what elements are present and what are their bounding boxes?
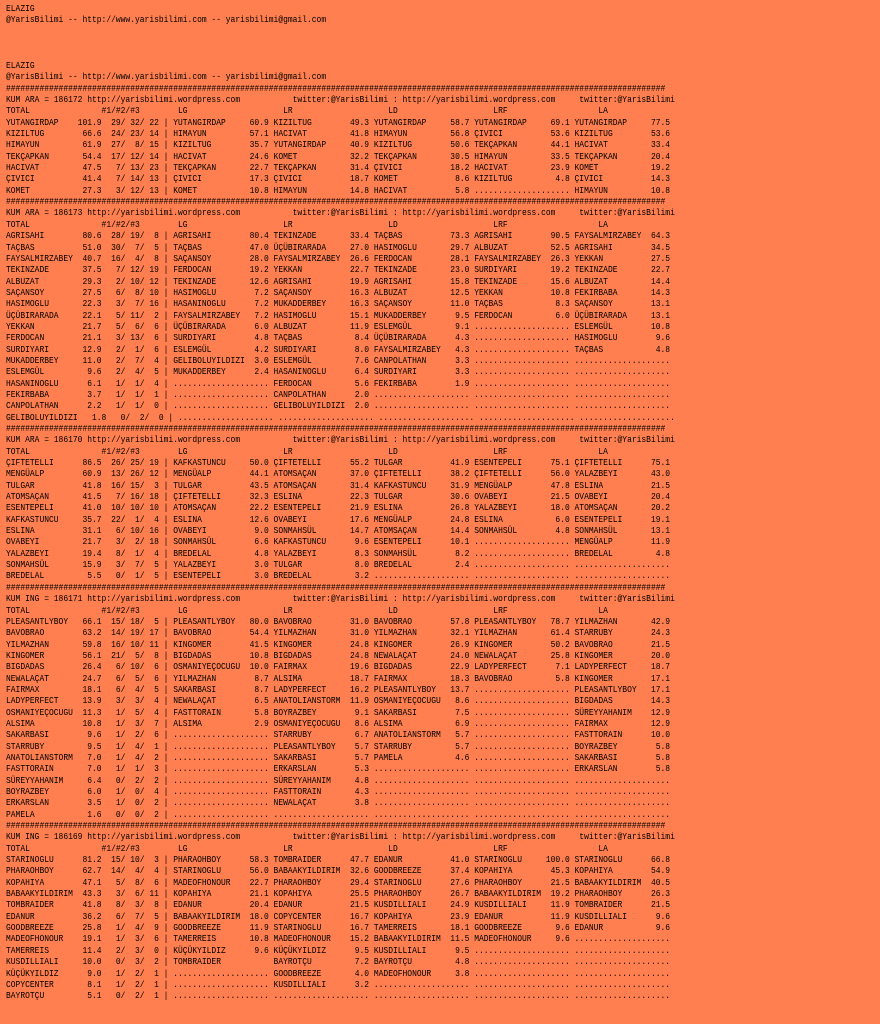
table-row: YALAZBEYI 19.4 8/ 1/ 4 | BREDELAL 4.8 YALAZBEYI 8.3 SONMAHSÜL 8.2 .................... BREDELAL 4.8 — [6, 548, 671, 559]
table-row: KINGOMER 56.1 21/ 5/ 8 | BIGDADAS 10.8 BIGDADAS 24.8 NEWALAÇAT 24.0 NEWALAÇAT 25.8 KINGOMER 20.0 — [6, 650, 671, 661]
table-row: ESLEMGÜL 9.6 2/ 4/ 5 | MUKADDERBEY 2.4 HASANINOGLU 6.4 SURDIYARI 3.3 .................... .................... — [6, 367, 671, 378]
table-row: TOMBRAIDER 41.8 8/ 3/ 8 | EDANUR 20.4 EDANUR 21.5 KUSDILLIALI 24.9 KUSDILLIALI 11.9 TOMBRAIDER 21.5 — [6, 900, 671, 911]
column-header: TOTAL #1/#2/#3 LG LR LD LRF LA — [6, 446, 608, 457]
table-row: ALSIMA 10.8 1/ 3/ 7 | ALSIMA 2.9 OSMANIYEÇOCUGU 8.6 ALSIMA 6.9 .................... FAIRMAX 12.9 — [6, 718, 671, 729]
table-row: PAMELA 1.6 0/ 0/ 2 | .................... .................... .................... .................... .................... — [6, 809, 671, 820]
table-row: YILMAZHAN 59.8 16/ 10/ 11 | KINGOMER 41.5 KINGOMER 24.8 KINGOMER 26.9 KINGOMER 50.2 BAVOBRAO 21.5 — [6, 639, 671, 650]
table-row: ESENTEPELI 41.0 10/ 10/ 10 | ATOMSAÇAN 22.2 ESENTEPELI 21.9 ESLINA 26.8 YALAZBEYI 18.0 ATOMSAÇAN 20.2 — [6, 503, 671, 514]
table-row: BOYRAZBEY 6.0 1/ 0/ 4 | .................... FASTTORAIN 4.3 .................... .................... .................... — [6, 787, 671, 797]
table-row: HASANINOGLU 6.1 1/ 1/ 4 | .................... FERDOCAN 5.6 FEKIRBABA 1.9 .................... .................... — [6, 378, 671, 389]
table-row: FAYSALMIRZABEY 40.7 16/ 4/ 8 | SAÇANSOY 28.0 FAYSALMIRZABEY 26.6 FERDOCAN 28.1 FAYSALMIRZABEY 26.3 YEKKAN 27.5 — [6, 253, 671, 264]
table-row: KOPAHIYA 47.1 5/ 8/ 6 | MADEOFHONOUR 22.7 PHARAOHBOY 29.4 STARINOGLU 27.6 PHARAOHBOY 21.5 BABAAKYILDIRIM 40.5 — [6, 877, 671, 888]
table-row: BREDELAL 5.5 0/ 1/ 5 | ESENTEPELI 3.0 BREDELAL 3.2 .................... .................... .................... — [6, 571, 671, 582]
table-row: TEKINZADE 37.5 7/ 12/ 19 | FERDOCAN 19.2 YEKKAN 22.7 TEKINZADE 23.0 SURDIYARI 19.2 TEKINZADE 22.7 — [6, 265, 671, 276]
separator-line: ########################################################################################################################################## — [6, 197, 666, 208]
body-subtitle: @YarisBilimi -- http://www.yarisbilimi.com -- yarisbilimi@gmail.com — [6, 72, 327, 83]
table-row: KIZILTUG 66.6 24/ 23/ 14 | HIMAYUN 57.1 HACIVAT 41.8 HIMAYUN 56.8 ÇIVICI 53.6 KIZILTUG 53.6 — [6, 129, 671, 140]
table-row: GOODBREEZE 25.8 1/ 4/ 9 | GOODBREEZE 11.9 STARINOGLU 16.7 TAMERREIS 18.1 GOODBREEZE 9.6 EDANUR 9.6 — [6, 923, 671, 934]
table-row: ÇIFTETELLI 86.5 26/ 25/ 19 | KAFKASTUNCU 50.0 ÇIFTETELLI 55.2 TULGAR 41.9 ESENTEPELI 75.1 ÇIFTETELLI 75.1 — [6, 458, 671, 469]
header-block — [6, 4, 880, 27]
table-row: YEKKAN 21.7 5/ 6/ 6 | ÜÇÜBIRARADA 6.0 ALBUZAT 11.9 ESLEMGÜL 9.1 .................... ESLEMGÜL 10.8 — [6, 321, 671, 332]
table-row: HIMAYUN 61.9 27/ 8/ 15 | KIZILTUG 35.7 YUTANGIRDAP 40.9 KIZILTUG 50.6 TEKÇAPKAN 44.1 HACIVAT 33.4 — [6, 140, 671, 151]
table-row: SURDIYARI 12.9 2/ 1/ 6 | ESLEMGÜL 4.2 SURDIYARI 8.0 FAYSALMIRZABEY 4.3 .................... TAÇBAS 4.8 — [6, 344, 671, 355]
table-row: GELIBOLUYILDIZI 1.8 0/ 2/ 0 | .................... .................... .................... .................... .................... — [6, 412, 675, 423]
table-row: EDANUR 36.2 6/ 7/ 5 | BABAAKYILDIRIM 18.0 COPYCENTER 16.7 KOPAHIYA 23.9 EDANUR 11.9 KUSDILLIALI 9.6 — [6, 911, 671, 922]
table-row: ANATOLIANSTORM 7.0 1/ 4/ 2 | .................... SAKARBASI 5.7 PAMELA 4.6 .................... SAKARBASI 5.8 — [6, 752, 671, 763]
table-row: SÜREYYAHANIM 6.4 0/ 2/ 2 | .................... SÜREYYAHANIM 4.8 .................... .................... .................... — [6, 775, 671, 786]
table-row: CANPOLATHAN 2.2 1/ 1/ 0 | .................... GELIBOLUYILDIZI 2.0 .................... .................... .................... — [6, 401, 671, 412]
race-header: KUM ING = 186169 http://yarisbilimi.wordpress.com twitter:@YarisBilimi : http://yarisbilimi.wordpress.com twitter:@YarisBilimi — [6, 832, 675, 843]
table-row: COPYCENTER 8.1 1/ 2/ 1 | .................... KUSDILLIALI 3.2 .................... .................... .................... — [6, 979, 671, 990]
table-row: ALBUZAT 29.3 2/ 10/ 12 | TEKINZADE 12.6 AGRISAHI 19.9 AGRISAHI 15.8 TEKINZADE 15.6 ALBUZAT 14.4 — [6, 276, 671, 287]
table-row: BIGDADAS 26.4 6/ 10/ 6 | OSMANIYEÇOCUGU 10.0 FAIRMAX 19.6 BIGDADAS 22.9 LADYPERFECT 7.1 LADYPERFECT 18.7 — [6, 662, 671, 673]
table-row: SAÇANSOY 27.5 6/ 8/ 10 | HASIMOGLU 7.2 SAÇANSOY 16.3 ALBUZAT 12.5 YEKKAN 10.8 FEKIRBABA 14.3 — [6, 287, 671, 298]
header-title: ELAZIG — [6, 4, 35, 14]
table-row: STARRUBY 9.5 1/ 4/ 1 | .................... PLEASANTLYBOY 5.7 STARRUBY 5.7 .................... BOYRAZBEY 5.8 — [6, 741, 671, 752]
table-row: TEKÇAPKAN 54.4 17/ 12/ 14 | HACIVAT 24.6 KOMET 32.2 TEKÇAPKAN 30.5 HIMAYUN 33.5 TEKÇAPKAN 20.4 — [6, 151, 671, 162]
table-row: ÇIVICI 41.4 7/ 14/ 13 | ÇIVICI 17.3 ÇIVICI 18.7 KOMET 8.6 KIZILTUG 4.8 ÇIVICI 14.3 — [6, 174, 671, 185]
table-row: BABAAKYILDIRIM 43.3 3/ 6/ 11 | KOPAHIYA 21.1 KOPAHIYA 25.5 PHARAOHBOY 26.7 BABAAKYILDIRIM 19.2 PHARAOHBOY 26.3 — [6, 889, 671, 900]
separator-line: ########################################################################################################################################## — [6, 821, 666, 832]
table-row: MUKADDERBEY 11.0 2/ 7/ 4 | GELIBOLUYILDIZI 3.0 ESLEMGÜL 7.6 CANPOLATHAN 3.3 .................... .................... — [6, 355, 671, 366]
column-header: TOTAL #1/#2/#3 LG LR LD LRF LA — [6, 843, 608, 854]
report-body — [6, 61, 880, 1003]
separator-line: ########################################################################################################################################## — [6, 582, 666, 593]
table-row: OSMANIYEÇOCUGU 11.3 1/ 5/ 4 | FASTTORAIN 5.8 BOYRAZBEY 9.1 SAKARBASI 7.5 .................... SÜREYYAHANIM 12.9 — [6, 707, 671, 718]
table-row: SAKARBASI 9.6 1/ 2/ 6 | .................... STARRUBY 6.7 ANATOLIANSTORM 5.7 .................... FASTTORAIN 10.0 — [6, 730, 671, 741]
table-row: TAÇBAS 51.0 30/ 7/ 5 | TAÇBAS 47.0 ÜÇÜBIRARADA 27.0 HASIMOGLU 29.7 ALBUZAT 52.5 AGRISAHI 34.5 — [6, 242, 671, 253]
column-header: TOTAL #1/#2/#3 LG LR LD LRF LA — [6, 219, 608, 230]
column-header: TOTAL #1/#2/#3 LG LR LD LRF LA — [6, 605, 608, 616]
table-row: TULGAR 41.8 16/ 15/ 3 | TULGAR 43.5 ATOMSAÇAN 31.4 KAFKASTUNCU 31.9 MENGÜALP 47.8 ESLINA 21.5 — [6, 480, 671, 491]
table-row: FEKIRBABA 3.7 1/ 1/ 1 | .................... CANPOLATHAN 2.0 .................... .................... .................... — [6, 389, 671, 400]
separator-line: ########################################################################################################################################## — [6, 424, 666, 434]
table-row: AGRISAHI 80.6 28/ 19/ 8 | AGRISAHI 80.4 TEKINZADE 33.4 TAÇBAS 73.3 AGRISAHI 90.5 FAYSALMIRZABEY 64.3 — [6, 231, 671, 242]
header-subtitle: @YarisBilimi -- http://www.yarisbilimi.com -- yarisbilimi@gmail.com — [6, 15, 327, 26]
column-header: TOTAL #1/#2/#3 LG LR LD LRF LA — [6, 106, 608, 117]
table-row: KUSDILLIALI 10.0 0/ 3/ 2 | TOMBRAIDER BAYROTÇU 7.2 BAYROTÇU 4.8 .................... .................... — [6, 957, 671, 968]
table-row: SONMAHSÜL 15.9 3/ 7/ 5 | YALAZBEYI 3.0 TULGAR 8.0 BREDELAL 2.4 .................... .................... — [6, 560, 671, 571]
table-row: KOMET 27.3 3/ 12/ 13 | KOMET 10.8 HIMAYUN 14.8 HACIVAT 5.8 .................... HIMAYUN 10.8 — [6, 185, 671, 196]
race-header: KUM ARA = 186172 http://yarisbilimi.wordpress.com twitter:@YarisBilimi : http://yarisbilimi.wordpress.com twitter:@YarisBilimi — [6, 95, 675, 106]
table-row: FASTTORAIN 7.0 1/ 1/ 3 | .................... ERKARSLAN 5.3 .................... .................... ERKARSLAN 5.8 — [6, 764, 671, 775]
table-row: FERDOCAN 21.1 3/ 13/ 6 | SURDIYARI 4.8 TAÇBAS 8.4 ÜÇÜBIRARADA 4.3 .................... HASIMOGLU 9.6 — [6, 333, 671, 344]
table-row: PHARAOHBOY 62.7 14/ 4/ 4 | STARINOGLU 56.0 BABAAKYILDIRIM 32.6 GOODBREEZE 37.4 KOPAHIYA 45.3 KOPAHIYA 54.9 — [6, 866, 671, 877]
table-row: ESLINA 31.1 6/ 10/ 16 | OVABEYI 9.0 SONMAHSÜL 14.7 ATOMSAÇAN 14.4 SONMAHSÜL 4.8 SONMAHSÜL 13.1 — [6, 526, 671, 537]
table-row: HASIMOGLU 22.3 3/ 7/ 16 | HASANINOGLU 7.2 MUKADDERBEY 16.3 SAÇANSOY 11.0 TAÇBAS 8.3 SAÇANSOY 13.1 — [6, 299, 671, 310]
table-row: ÜÇÜBIRARADA 22.1 5/ 11/ 2 | FAYSALMIRZABEY 7.2 HASIMOGLU 15.1 MUKADDERBEY 9.5 FERDOCAN 6.0 ÜÇÜBIRARADA 13.1 — [6, 310, 671, 321]
table-row: KÜÇÜKYILDIZ 9.0 1/ 2/ 1 | .................... GOODBREEZE 4.0 MADEOFHONOUR 3.8 .................... .................... — [6, 968, 671, 979]
race-tables — [6, 84, 675, 1002]
table-row: LADYPERFECT 13.9 3/ 3/ 4 | NEWALAÇAT 6.5 ANATOLIANSTORM 11.9 OSMANIYEÇOCUGU 8.6 .................... BIGDADAS 14.3 — [6, 696, 671, 707]
table-row: BAYROTÇU 5.1 0/ 2/ 1 | .................... .................... .................... .................... .................... — [6, 991, 671, 1002]
table-row: NEWALAÇAT 24.7 6/ 5/ 6 | YILMAZHAN 8.7 ALSIMA 18.7 FAIRMAX 18.3 BAVOBRAO 5.8 KINGOMER 17.1 — [6, 673, 671, 684]
table-row: YUTANGIRDAP 101.9 29/ 32/ 22 | YUTANGIRDAP 60.9 KIZILTUG 49.3 YUTANGIRDAP 58.7 YUTANGIRDAP 69.1 YUTANGIRDAP 77.5 — [6, 117, 671, 128]
table-row: ATOMSAÇAN 41.5 7/ 16/ 18 | ÇIFTETELLI 32.3 ESLINA 22.3 TULGAR 30.6 OVABEYI 21.5 OVABEYI 20.4 — [6, 492, 671, 503]
race-header: KUM ING = 186171 http://yarisbilimi.wordpress.com twitter:@YarisBilimi : http://yarisbilimi.wordpress.com twitter:@YarisBilimi — [6, 594, 675, 605]
table-row: STARINOGLU 81.2 15/ 10/ 3 | PHARAOHBOY 58.3 TOMBRAIDER 47.7 EDANUR 41.0 STARINOGLU 100.0 STARINOGLU 66.8 — [6, 855, 671, 866]
race-header: KUM ARA = 186173 http://yarisbilimi.wordpress.com twitter:@YarisBilimi : http://yarisbilimi.wordpress.com twitter:@YarisBilimi — [6, 208, 675, 219]
race-header: KUM ARA = 186170 http://yarisbilimi.wordpress.com twitter:@YarisBilimi : http://yarisbilimi.wordpress.com twitter:@YarisBilimi — [6, 435, 675, 446]
table-row: MADEOFHONOUR 19.1 1/ 3/ 6 | TAMERREIS 10.8 MADEOFHONOUR 15.2 BABAAKYILDIRIM 11.5 MADEOFHONOUR 9.6 .................... — [6, 934, 671, 945]
table-row: KAFKASTUNCU 35.7 22/ 1/ 4 | ESLINA 12.6 OVABEYI 17.6 MENGÜALP 24.8 ESLINA 6.0 ESENTEPELI 19.1 — [6, 514, 671, 525]
separator-line: ########################################################################################################################################## — [6, 83, 666, 94]
table-row: HACIVAT 47.5 7/ 13/ 23 | TEKÇAPKAN 22.7 TEKÇAPKAN 31.4 ÇIVICI 18.2 HACIVAT 23.9 KOMET 19.2 — [6, 163, 671, 174]
table-row: PLEASANTLYBOY 66.1 15/ 18/ 5 | PLEASANTLYBOY 80.0 BAVOBRAO 31.0 BAVOBRAO 57.8 PLEASANTLYBOY 78.7 YILMAZHAN 42.9 — [6, 616, 671, 627]
table-row: OVABEYI 21.7 3/ 2/ 18 | SONMAHSÜL 6.6 KAFKASTUNCU 9.6 ESENTEPELI 10.1 .................... MENGÜALP 11.9 — [6, 537, 671, 548]
table-row: TAMERREIS 11.4 2/ 3/ 0 | KÜÇÜKYILDIZ 9.6 KÜÇÜKYILDIZ 9.5 KUSDILLIALI 9.5 .................... .................... — [6, 945, 671, 956]
table-row: FAIRMAX 18.1 6/ 4/ 5 | SAKARBASI 8.7 LADYPERFECT 16.2 PLEASANTLYBOY 13.7 .................... PLEASANTLYBOY 17.1 — [6, 684, 671, 695]
table-row: MENGÜALP 60.9 13/ 26/ 12 | MENGÜALP 44.1 ATOMSAÇAN 37.0 ÇIFTETELLI 38.2 ÇIFTETELLI 56.0 YALAZBEYI 43.0 — [6, 469, 671, 480]
table-row: ERKARSLAN 3.5 1/ 0/ 2 | .................... NEWALAÇAT 3.8 .................... .................... .................... — [6, 798, 671, 809]
table-row: BAVOBRAO 63.2 14/ 19/ 17 | BAVOBRAO 54.4 YILMAZHAN 31.0 YILMAZHAN 32.1 YILMAZHAN 61.4 STARRUBY 24.3 — [6, 628, 671, 639]
body-title: ELAZIG — [6, 61, 35, 71]
